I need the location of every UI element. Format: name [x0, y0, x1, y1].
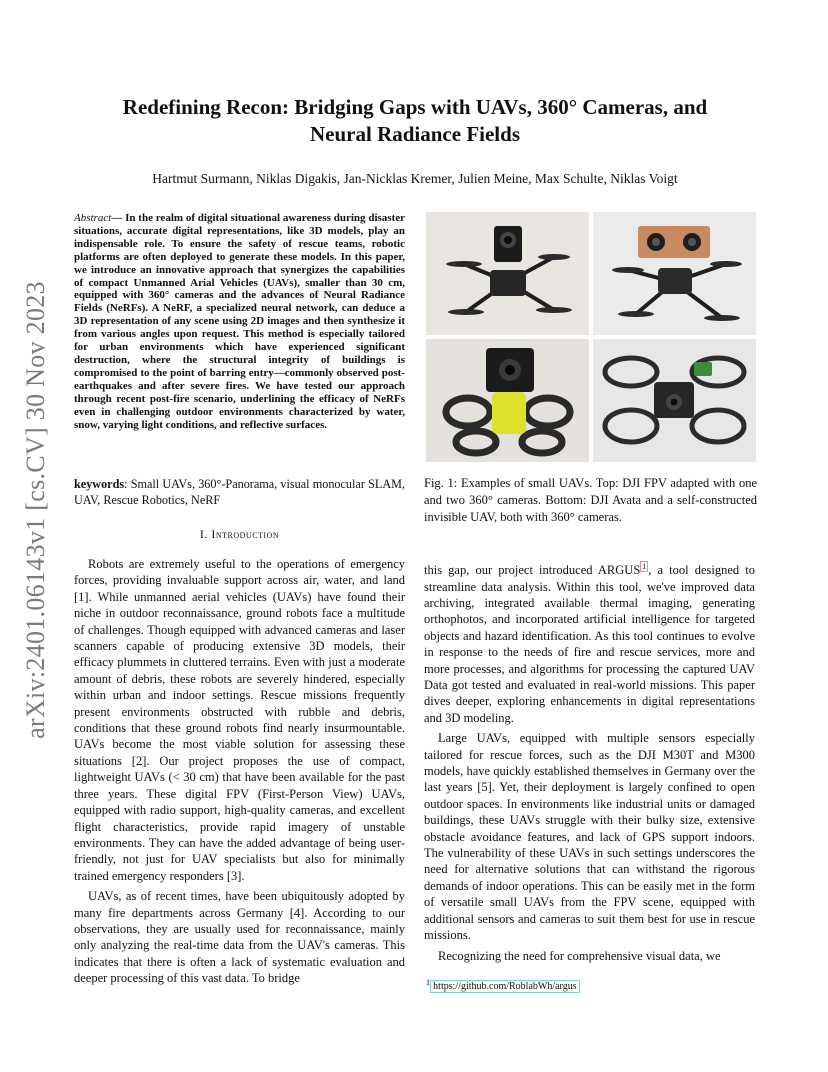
- footnote-number: 1: [426, 978, 431, 987]
- figure-uav-photos: [426, 212, 756, 462]
- right-column-body: [424, 559, 755, 964]
- footnote-url-link[interactable]: https://github.com/RoblabWh/argus: [430, 980, 579, 993]
- abstract-text: — In the realm of digital situational awareness during disaster situations, accurate digital representations, like 3D models, play an indispensable role. To ensure the safety of rescue teams, robotic platforms are often deployed to generate these models. In this paper, we introduce an innovative approach that synergizes the capabilities of compact Unmanned Arial Vehicles (UAVs), smaller than 30 cm, equipped with 360° cameras and the advances of Neural Radiance Fields (NeRFs). A NeRF, a specialized neural network, can deduce a 3D representation of any scene using 2D images and then synthesize it from various angles upon request. This method is especially tailored for urban environments which have experienced significant destruction, where the structural integrity of buildings is compromised to the point of barring entry—commonly observed post-earthquakes and after severe fires. We have tested our approach through recent post-fire scenario, underlining the efficacy of NeRFs even in challenging outdoor environments characterized by water, snow, varying light conditions, and reflective surfaces.: [74, 212, 405, 431]
- keywords-label: keywords: [74, 477, 125, 491]
- section-title: Introduction: [211, 527, 280, 541]
- paragraph: Robots are extremely useful to the operations of emergency forces, providing invaluable support across air, water, and land [1]. While unmanned aerial vehicles (UAVs) have found their niche in outdoor reconnaissance, ground robots face a multitude of challenges. Though equipped with advanced cameras and laser scanners capable of producing extensive 3D models, their efficacy plummets in cluttered terrains. Even with just a moderate amount of debris, these robots are severely hindered, especially within urban and indoor settings. Rescue missions frequently present environments obstructed with rubble and debris, conditions that these ground robots find nearly insurmountable. UAVs become the most viable solution for assessing these situations [2]. Our project proposes the use of compact, lightweight UAVs (< 30 cm) that have been available for the past three years. These digital FPV (First-Person View) UAVs, equipped with radio support, high-quality cameras, and excellent flight characteristics, provide rapid imagery of unstable environments. They can have the added advantage of being user-friendly, not just for UAV specialists but also for minimally trained emergency responders [3].: [74, 557, 405, 883]
- paper-title: Redefining Recon: Bridging Gaps with UAVs, 360° Cameras, and Neural Radiance Fields: [122, 95, 708, 146]
- left-column-body: [74, 556, 405, 987]
- keywords-text: : Small UAVs, 360°-Panorama, visual monocular SLAM, UAV, Rescue Robotics, NeRF: [74, 477, 405, 507]
- drone-body-icon: [490, 270, 526, 296]
- drone-body-icon: [658, 268, 692, 294]
- abstract: [74, 212, 405, 431]
- paragraph: UAVs, as of recent times, have been ubiquitously adopted by many fire departments across Germany [4]. According to our observations, they are usually used for reconnaissance, mainly only analyzing the real-time data from the UAV's cameras. This indicates that there is often a lack of systematic evaluation and deeper processing of this vast data. To bridge: [74, 889, 405, 986]
- arxiv-sidebar-stamp: [16, 270, 56, 750]
- abstract-lead: Abstract: [74, 212, 112, 224]
- paragraph: Large UAVs, equipped with multiple sensors especially tailored for rescue forces, such as the DJI M30T and M300 models, have quickly established themselves in Germany over the last years [5]. Yet, their deployment is largely confined to open outdoor spaces. In environments like industrial units or damaged buildings, these UAVs struggle with their bulky size, extensive obstacle avoidance features, and lack of GPS support indoors. The vulnerability of these UAVs in such settings underscores the need for alternative solutions that can withstand the rigorous demands of indoor operations. This can be easily met in the form of versatile small UAVs from the FPV scene, equipped with additional sensors and cameras to suit them best for use in rescue missions.: [424, 731, 755, 943]
- uav-photo-grid: [426, 212, 756, 462]
- section-heading: [74, 527, 405, 542]
- paragraph: Recognizing the need for comprehensive visual data, we: [438, 948, 721, 963]
- paragraph: this gap, our project introduced ARGUS $^1$ , a tool designed to streamline data analysis. Within this tool, we've improved data archiving, integrated available thermal imaging, generating orthophotos, and incorporated artificial intelligence for targeted objects and hazard identification. As this tool continues to evolve in response to the needs of fire and rescue services, more and more processes, and algorithms for processing the captured UAV Data got tested and evaluated in real-world missions. This paper dives deeper, exploring enhancements in digital representations and 3D modeling.: [424, 562, 755, 725]
- arxiv-id: arXiv:2401.06143v1 [cs.CV] 30 Nov 2023: [21, 281, 50, 739]
- footnote-marker-link[interactable]: 1: [642, 562, 647, 571]
- yellow-mount-icon: [492, 392, 526, 434]
- paper-authors: Hartmut Surmann, Niklas Digakis, Jan-Nicklas Kremer, Julien Meine, Max Schulte, Niklas Voigt: [152, 171, 678, 186]
- section-number: I.: [199, 527, 212, 541]
- footnote: [426, 978, 580, 992]
- figure-caption: Fig. 1: Examples of small UAVs. Top: DJI FPV adapted with one and two 360° cameras. Bottom: DJI Avata and a self-constructed invisible UAV, both with 360° cameras.: [424, 476, 757, 524]
- keywords: [74, 477, 405, 508]
